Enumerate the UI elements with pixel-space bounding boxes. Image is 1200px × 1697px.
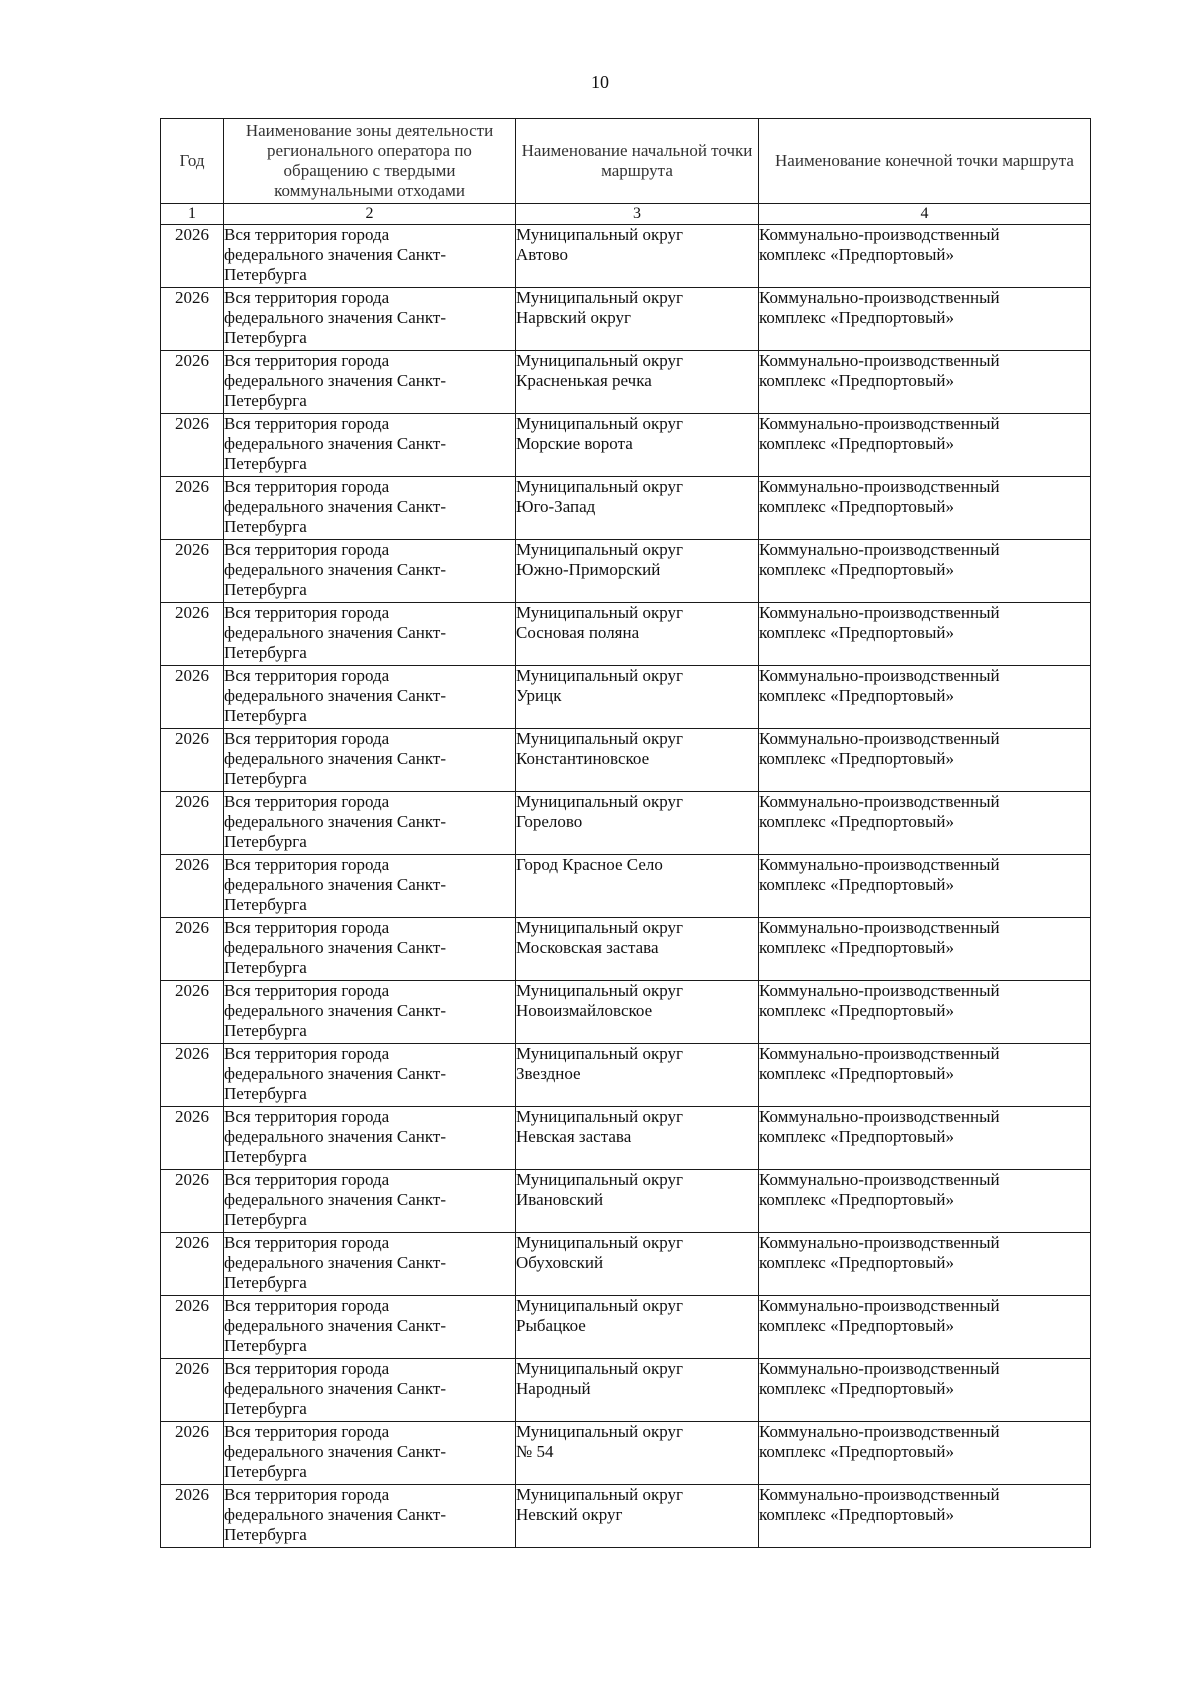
zone-cell	[224, 540, 516, 603]
start-point-line: Муниципальный округ	[516, 225, 683, 244]
start-point-cell	[516, 1107, 759, 1170]
end-point-line: комплекс «Предпортовый»	[759, 1127, 954, 1146]
zone-line: федерального значения Санкт-	[224, 875, 447, 894]
zone-line: Вся территория города	[224, 351, 390, 370]
end-point-line: Коммунально-производственный	[759, 1170, 1000, 1189]
zone-cell	[224, 288, 516, 351]
table-row	[161, 351, 1091, 414]
end-point-line: комплекс «Предпортовый»	[759, 497, 954, 516]
table-row	[161, 855, 1091, 918]
end-point-line: комплекс «Предпортовый»	[759, 1505, 954, 1524]
table-row	[161, 918, 1091, 981]
end-point-line: комплекс «Предпортовый»	[759, 875, 954, 894]
table-row	[161, 1233, 1091, 1296]
end-point-line: комплекс «Предпортовый»	[759, 623, 954, 642]
end-point-cell	[759, 1107, 1091, 1170]
start-point-line: Муниципальный округ	[516, 351, 683, 370]
year-cell: 2026	[161, 225, 224, 288]
year-cell: 2026	[161, 918, 224, 981]
zone-line: Петербурга	[224, 1273, 307, 1292]
zone-line: Вся территория города	[224, 477, 390, 496]
zone-line: федерального значения Санкт-	[224, 1064, 447, 1083]
start-point-line: Урицк	[516, 686, 562, 705]
zone-cell	[224, 981, 516, 1044]
zone-line: федерального значения Санкт-	[224, 434, 447, 453]
zone-line: Петербурга	[224, 769, 307, 788]
end-point-line: Коммунально-производственный	[759, 414, 1000, 433]
zone-cell	[224, 1422, 516, 1485]
header-zone: Наименование зоны деятельности регионального оператора по обращению с твердыми коммунальными отходами	[224, 119, 516, 204]
year-cell: 2026	[161, 855, 224, 918]
start-point-line: Новоизмайловское	[516, 1001, 653, 1020]
zone-cell	[224, 477, 516, 540]
zone-line: Петербурга	[224, 454, 307, 473]
start-point-cell	[516, 981, 759, 1044]
zone-line: Петербурга	[224, 1336, 307, 1355]
zone-line: Вся территория города	[224, 1422, 390, 1441]
zone-line: Вся территория города	[224, 666, 390, 685]
end-point-line: Коммунально-производственный	[759, 603, 1000, 622]
zone-line: федерального значения Санкт-	[224, 749, 447, 768]
header-end-point: Наименование конечной точки маршрута	[759, 119, 1091, 204]
column-number: 3	[516, 204, 759, 225]
zone-line: Вся территория города	[224, 1170, 390, 1189]
year-cell: 2026	[161, 666, 224, 729]
table-row	[161, 1170, 1091, 1233]
start-point-cell	[516, 477, 759, 540]
zone-line: Петербурга	[224, 580, 307, 599]
table-row	[161, 1422, 1091, 1485]
zone-cell	[224, 1359, 516, 1422]
end-point-line: Коммунально-производственный	[759, 792, 1000, 811]
page-number: 10	[591, 72, 609, 92]
start-point-line: Рыбацкое	[516, 1316, 586, 1335]
year-cell: 2026	[161, 1422, 224, 1485]
end-point-line: Коммунально-производственный	[759, 729, 1000, 748]
zone-cell	[224, 918, 516, 981]
zone-line: Петербурга	[224, 832, 307, 851]
start-point-cell	[516, 1485, 759, 1548]
end-point-cell	[759, 1485, 1091, 1548]
zone-cell	[224, 1485, 516, 1548]
zone-line: федерального значения Санкт-	[224, 245, 447, 264]
zone-line: Вся территория города	[224, 729, 390, 748]
end-point-line: комплекс «Предпортовый»	[759, 1316, 954, 1335]
zone-cell	[224, 729, 516, 792]
end-point-line: комплекс «Предпортовый»	[759, 686, 954, 705]
start-point-line: Юго-Запад	[516, 497, 596, 516]
end-point-line: комплекс «Предпортовый»	[759, 560, 954, 579]
end-point-line: комплекс «Предпортовый»	[759, 1379, 954, 1398]
end-point-cell	[759, 1233, 1091, 1296]
zone-line: федерального значения Санкт-	[224, 1379, 447, 1398]
end-point-cell	[759, 918, 1091, 981]
start-point-line: Нарвский округ	[516, 308, 632, 327]
zone-cell	[224, 603, 516, 666]
start-point-cell	[516, 540, 759, 603]
zone-line: Вся территория города	[224, 414, 390, 433]
end-point-line: Коммунально-производственный	[759, 1296, 1000, 1315]
start-point-cell	[516, 1170, 759, 1233]
year-cell: 2026	[161, 414, 224, 477]
end-point-line: Коммунально-производственный	[759, 1044, 1000, 1063]
start-point-cell	[516, 1233, 759, 1296]
start-point-line: Константиновское	[516, 749, 650, 768]
header-start-point: Наименование начальной точки маршрута	[516, 119, 759, 204]
zone-cell	[224, 1296, 516, 1359]
start-point-cell	[516, 918, 759, 981]
zone-line: Петербурга	[224, 517, 307, 536]
end-point-cell	[759, 1359, 1091, 1422]
start-point-line: Муниципальный округ	[516, 603, 683, 622]
start-point-line: Невская застава	[516, 1127, 632, 1146]
end-point-cell	[759, 1044, 1091, 1107]
zone-line: Вся территория города	[224, 540, 390, 559]
start-point-cell	[516, 729, 759, 792]
start-point-line: Муниципальный округ	[516, 1107, 683, 1126]
end-point-cell	[759, 729, 1091, 792]
end-point-line: Коммунально-производственный	[759, 855, 1000, 874]
zone-line: Вся территория города	[224, 288, 390, 307]
year-cell: 2026	[161, 1296, 224, 1359]
start-point-line: Муниципальный округ	[516, 981, 683, 1000]
end-point-line: Коммунально-производственный	[759, 477, 1000, 496]
start-point-cell	[516, 351, 759, 414]
zone-line: Петербурга	[224, 706, 307, 725]
zone-line: Вся территория города	[224, 792, 390, 811]
end-point-cell	[759, 1422, 1091, 1485]
zone-cell	[224, 351, 516, 414]
end-point-cell	[759, 1296, 1091, 1359]
end-point-cell	[759, 414, 1091, 477]
zone-line: федерального значения Санкт-	[224, 1253, 447, 1272]
table-row	[161, 666, 1091, 729]
year-cell: 2026	[161, 729, 224, 792]
year-cell: 2026	[161, 477, 224, 540]
table-row	[161, 603, 1091, 666]
zone-line: Вся территория города	[224, 1107, 390, 1126]
zone-cell	[224, 792, 516, 855]
end-point-cell	[759, 540, 1091, 603]
end-point-line: Коммунально-производственный	[759, 1485, 1000, 1504]
start-point-cell	[516, 1044, 759, 1107]
zone-line: Петербурга	[224, 643, 307, 662]
zone-line: Вся территория города	[224, 981, 390, 1000]
start-point-cell	[516, 225, 759, 288]
end-point-cell	[759, 666, 1091, 729]
start-point-line: Горелово	[516, 812, 583, 831]
zone-line: федерального значения Санкт-	[224, 497, 447, 516]
table-row	[161, 477, 1091, 540]
zone-line: Петербурга	[224, 958, 307, 977]
start-point-line: Южно-Приморский	[516, 560, 661, 579]
end-point-cell	[759, 603, 1091, 666]
start-point-line: Муниципальный округ	[516, 918, 683, 937]
end-point-line: комплекс «Предпортовый»	[759, 1001, 954, 1020]
start-point-line: Муниципальный округ	[516, 1233, 683, 1252]
start-point-line: Муниципальный округ	[516, 729, 683, 748]
table-row	[161, 792, 1091, 855]
zone-cell	[224, 1107, 516, 1170]
end-point-line: Коммунально-производственный	[759, 1107, 1000, 1126]
column-number-row	[161, 204, 1091, 225]
end-point-line: комплекс «Предпортовый»	[759, 308, 954, 327]
start-point-cell	[516, 414, 759, 477]
zone-line: Вся территория города	[224, 1044, 390, 1063]
column-number: 4	[759, 204, 1091, 225]
year-cell: 2026	[161, 288, 224, 351]
zone-line: федерального значения Санкт-	[224, 1505, 447, 1524]
zone-cell	[224, 225, 516, 288]
end-point-line: комплекс «Предпортовый»	[759, 812, 954, 831]
start-point-cell	[516, 1296, 759, 1359]
zone-line: Вся территория города	[224, 855, 390, 874]
end-point-line: комплекс «Предпортовый»	[759, 371, 954, 390]
zone-line: федерального значения Санкт-	[224, 1190, 447, 1209]
start-point-line: Муниципальный округ	[516, 477, 683, 496]
start-point-line: Муниципальный округ	[516, 1422, 683, 1441]
zone-line: федерального значения Санкт-	[224, 1127, 447, 1146]
zone-line: Петербурга	[224, 391, 307, 410]
year-cell: 2026	[161, 1485, 224, 1548]
table-row	[161, 1044, 1091, 1107]
column-number: 1	[161, 204, 224, 225]
start-point-line: Муниципальный округ	[516, 1170, 683, 1189]
end-point-cell	[759, 1170, 1091, 1233]
year-cell: 2026	[161, 540, 224, 603]
start-point-line: Красненькая речка	[516, 371, 652, 390]
zone-line: федерального значения Санкт-	[224, 560, 447, 579]
table-row	[161, 225, 1091, 288]
zone-line: Петербурга	[224, 1525, 307, 1544]
end-point-line: комплекс «Предпортовый»	[759, 938, 954, 957]
start-point-line: Муниципальный округ	[516, 1044, 683, 1063]
end-point-cell	[759, 792, 1091, 855]
start-point-cell	[516, 666, 759, 729]
end-point-cell	[759, 477, 1091, 540]
zone-line: Петербурга	[224, 1084, 307, 1103]
zone-cell	[224, 1170, 516, 1233]
end-point-cell	[759, 981, 1091, 1044]
zone-line: федерального значения Санкт-	[224, 371, 447, 390]
start-point-cell	[516, 792, 759, 855]
end-point-line: комплекс «Предпортовый»	[759, 1190, 954, 1209]
end-point-line: Коммунально-производственный	[759, 981, 1000, 1000]
zone-line: Вся территория города	[224, 603, 390, 622]
start-point-line: Муниципальный округ	[516, 414, 683, 433]
table-row	[161, 540, 1091, 603]
end-point-cell	[759, 351, 1091, 414]
start-point-line: Муниципальный округ	[516, 540, 683, 559]
start-point-line: Звездное	[516, 1064, 581, 1083]
year-cell: 2026	[161, 1233, 224, 1296]
zone-line: Вся территория города	[224, 1485, 390, 1504]
start-point-cell	[516, 603, 759, 666]
end-point-line: комплекс «Предпортовый»	[759, 1253, 954, 1272]
start-point-cell	[516, 1422, 759, 1485]
table-body	[161, 225, 1091, 1548]
zone-line: Вся территория города	[224, 225, 390, 244]
end-point-line: комплекс «Предпортовый»	[759, 1442, 954, 1461]
end-point-line: комплекс «Предпортовый»	[759, 1064, 954, 1083]
zone-line: Петербурга	[224, 265, 307, 284]
start-point-line: № 54	[516, 1442, 554, 1461]
end-point-line: комплекс «Предпортовый»	[759, 434, 954, 453]
table-row	[161, 729, 1091, 792]
year-cell: 2026	[161, 981, 224, 1044]
column-number: 2	[224, 204, 516, 225]
header-year: Год	[161, 119, 224, 204]
start-point-line: Ивановский	[516, 1190, 604, 1209]
start-point-line: Город Красное Село	[516, 855, 663, 874]
zone-line: Петербурга	[224, 1021, 307, 1040]
zone-line: федерального значения Санкт-	[224, 308, 447, 327]
year-cell: 2026	[161, 1107, 224, 1170]
zone-cell	[224, 1233, 516, 1296]
start-point-cell	[516, 855, 759, 918]
year-cell: 2026	[161, 1044, 224, 1107]
start-point-cell	[516, 1359, 759, 1422]
start-point-line: Муниципальный округ	[516, 792, 683, 811]
table-row	[161, 981, 1091, 1044]
zone-cell	[224, 1044, 516, 1107]
start-point-line: Сосновая поляна	[516, 623, 640, 642]
table-row	[161, 1296, 1091, 1359]
zone-line: Петербурга	[224, 1462, 307, 1481]
start-point-line: Муниципальный округ	[516, 1485, 683, 1504]
end-point-line: Коммунально-производственный	[759, 1422, 1000, 1441]
end-point-line: комплекс «Предпортовый»	[759, 245, 954, 264]
table-row	[161, 1485, 1091, 1548]
table-row	[161, 1107, 1091, 1170]
end-point-line: комплекс «Предпортовый»	[759, 749, 954, 768]
end-point-cell	[759, 288, 1091, 351]
end-point-line: Коммунально-производственный	[759, 1233, 1000, 1252]
zone-line: Вся территория города	[224, 1233, 390, 1252]
year-cell: 2026	[161, 1170, 224, 1233]
end-point-line: Коммунально-производственный	[759, 225, 1000, 244]
zone-cell	[224, 855, 516, 918]
start-point-line: Морские ворота	[516, 434, 633, 453]
zone-line: федерального значения Санкт-	[224, 812, 447, 831]
start-point-line: Муниципальный округ	[516, 666, 683, 685]
year-cell: 2026	[161, 792, 224, 855]
end-point-cell	[759, 225, 1091, 288]
table-row	[161, 1359, 1091, 1422]
zone-line: Петербурга	[224, 1210, 307, 1229]
zone-line: федерального значения Санкт-	[224, 623, 447, 642]
zone-line: Петербурга	[224, 328, 307, 347]
zone-cell	[224, 666, 516, 729]
start-point-cell	[516, 288, 759, 351]
end-point-line: Коммунально-производственный	[759, 1359, 1000, 1378]
start-point-line: Муниципальный округ	[516, 1359, 683, 1378]
zone-line: федерального значения Санкт-	[224, 1001, 447, 1020]
end-point-line: Коммунально-производственный	[759, 666, 1000, 685]
year-cell: 2026	[161, 1359, 224, 1422]
table-row	[161, 414, 1091, 477]
zone-line: Петербурга	[224, 1399, 307, 1418]
zone-line: Петербурга	[224, 1147, 307, 1166]
route-table	[160, 118, 1091, 1548]
zone-line: Петербурга	[224, 895, 307, 914]
zone-line: Вся территория города	[224, 1296, 390, 1315]
start-point-line: Муниципальный округ	[516, 288, 683, 307]
zone-line: Вся территория города	[224, 918, 390, 937]
zone-cell	[224, 414, 516, 477]
start-point-line: Муниципальный округ	[516, 1296, 683, 1315]
end-point-line: Коммунально-производственный	[759, 918, 1000, 937]
table-row	[161, 288, 1091, 351]
end-point-line: Коммунально-производственный	[759, 540, 1000, 559]
table-header-row	[161, 119, 1091, 204]
start-point-line: Народный	[516, 1379, 591, 1398]
start-point-line: Московская застава	[516, 938, 659, 957]
zone-line: федерального значения Санкт-	[224, 686, 447, 705]
end-point-line: Коммунально-производственный	[759, 351, 1000, 370]
start-point-line: Невский округ	[516, 1505, 623, 1524]
zone-line: Вся территория города	[224, 1359, 390, 1378]
end-point-cell	[759, 855, 1091, 918]
zone-line: федерального значения Санкт-	[224, 938, 447, 957]
zone-line: федерального значения Санкт-	[224, 1316, 447, 1335]
year-cell: 2026	[161, 351, 224, 414]
year-cell: 2026	[161, 603, 224, 666]
start-point-line: Автово	[516, 245, 568, 264]
start-point-line: Обуховский	[516, 1253, 604, 1272]
zone-line: федерального значения Санкт-	[224, 1442, 447, 1461]
end-point-line: Коммунально-производственный	[759, 288, 1000, 307]
